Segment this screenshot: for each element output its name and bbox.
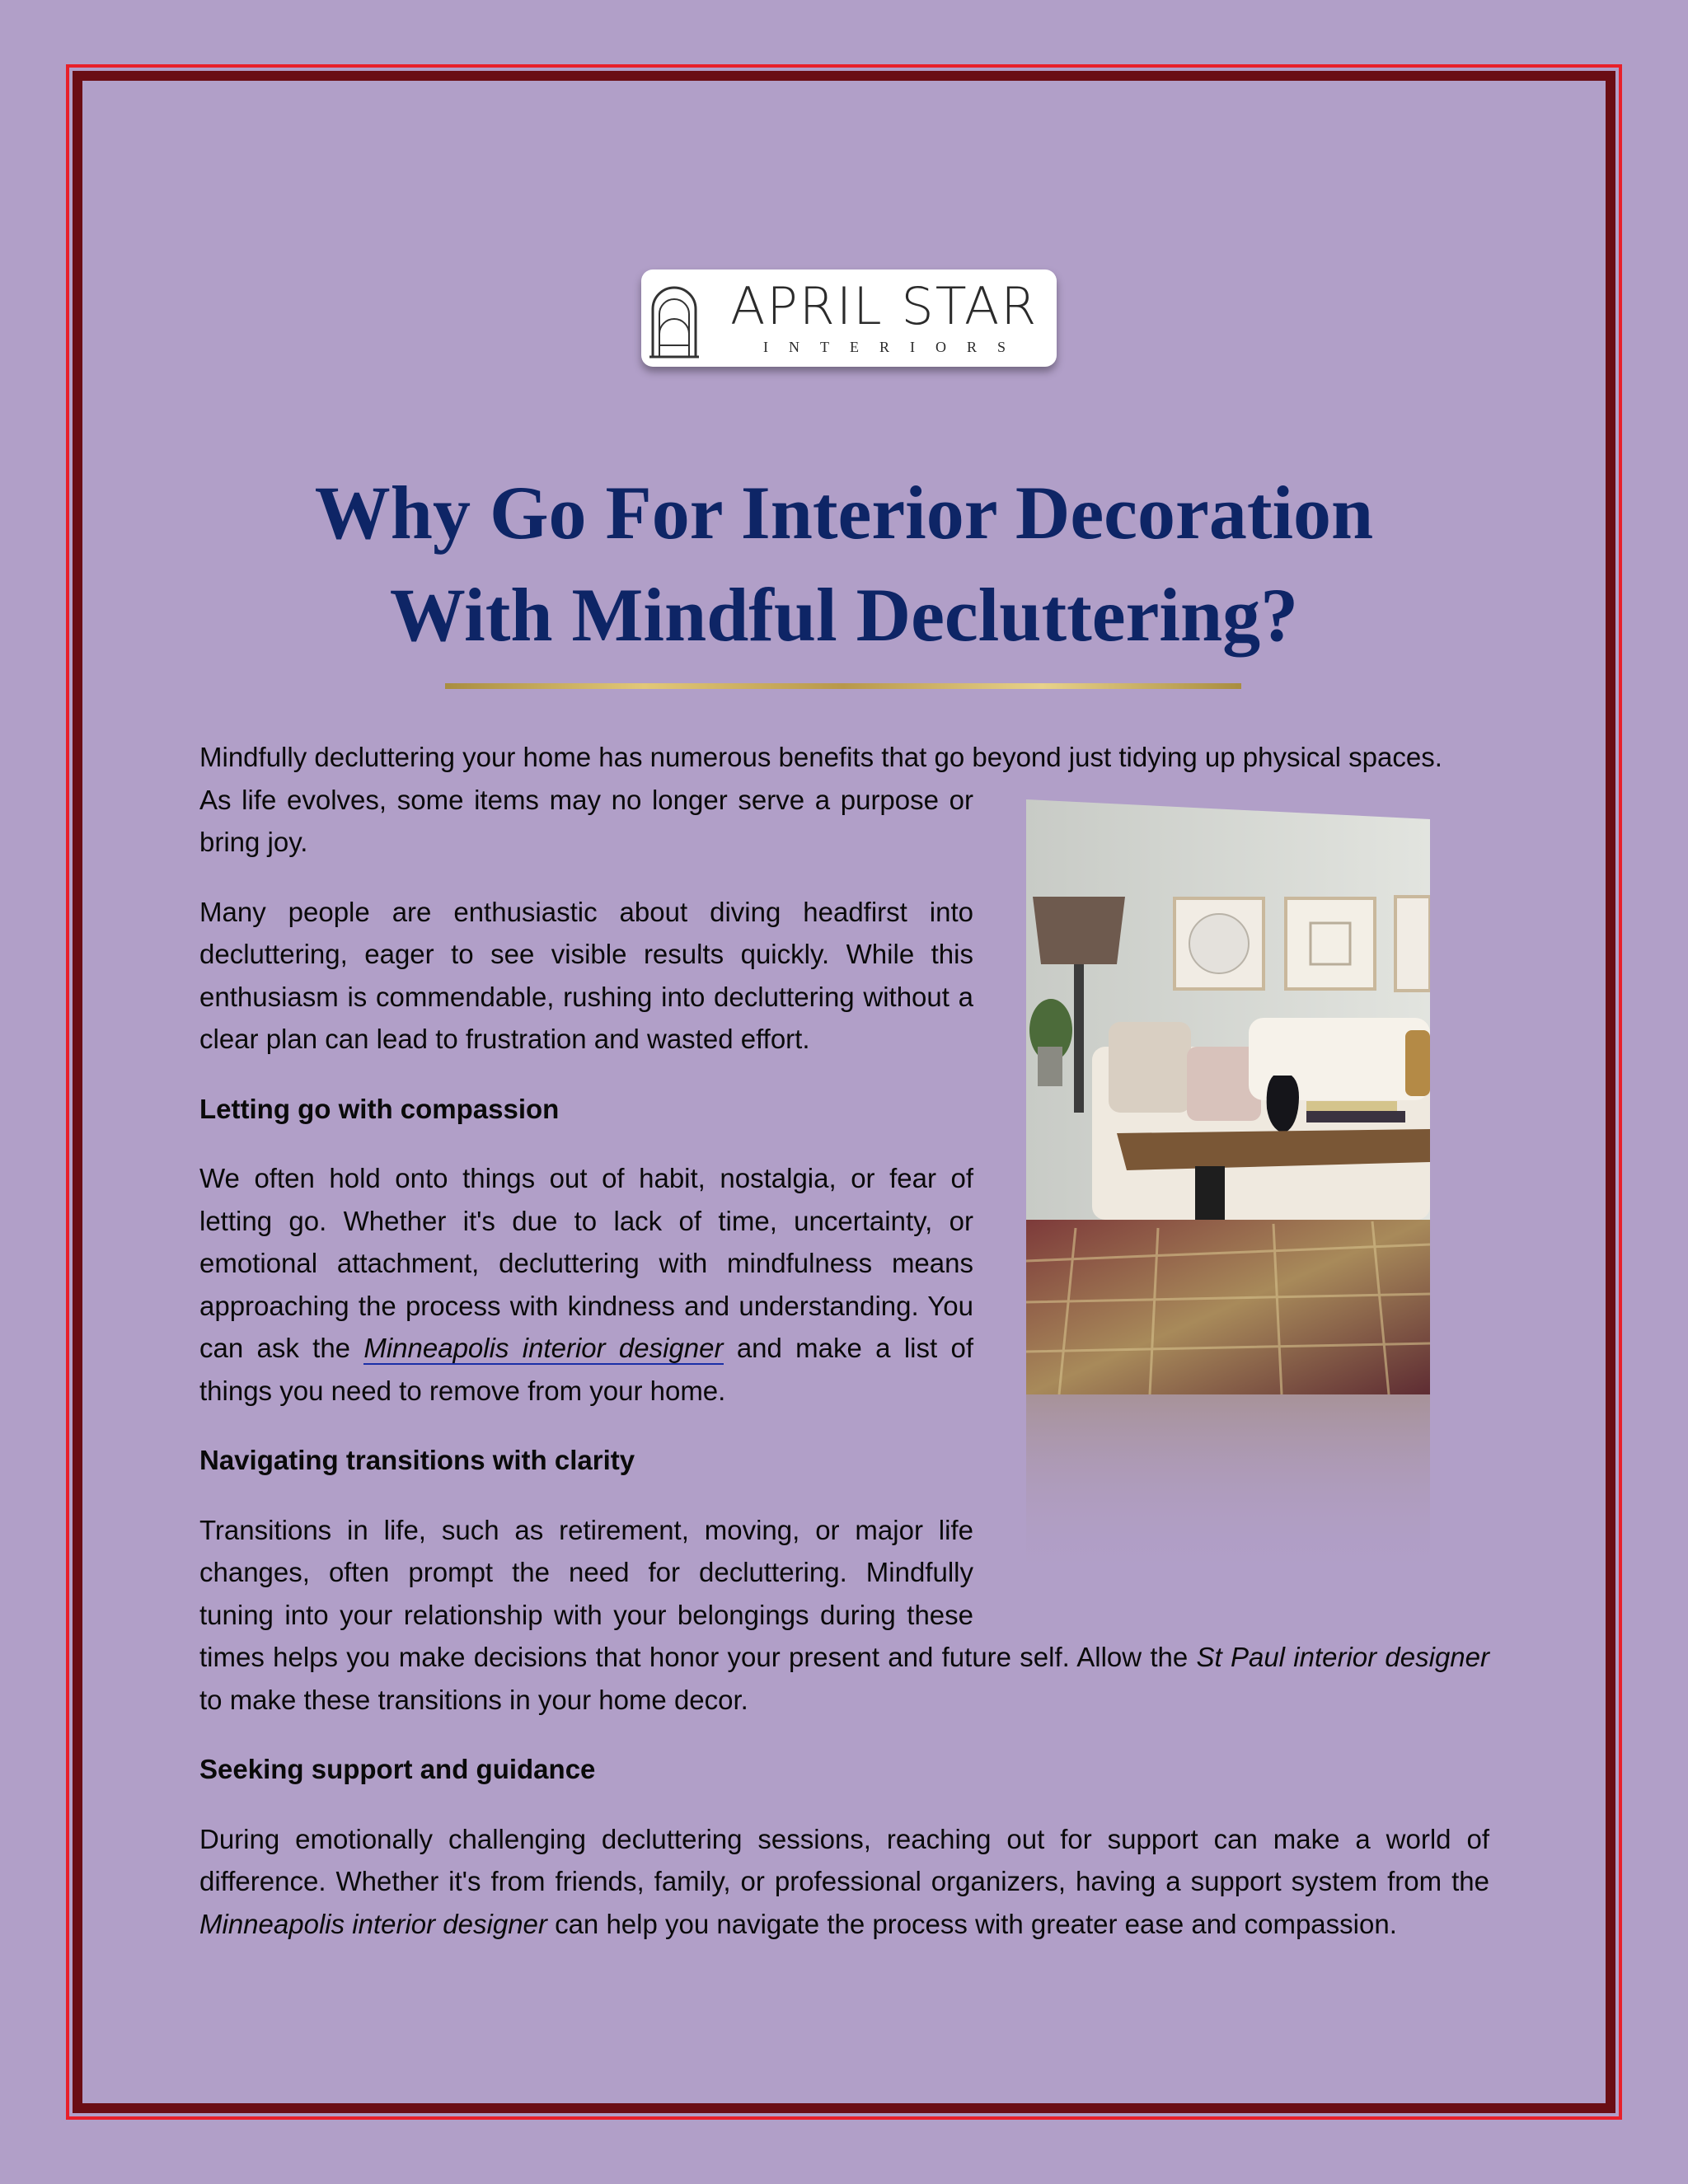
photo-reflection — [1026, 1394, 1430, 1584]
intro-paragraph-2: As life evolves, some items may no longer serve a purpose or bring joy. — [199, 784, 973, 857]
page-title — [198, 462, 1490, 666]
arch-monogram-icon — [646, 276, 702, 362]
heading-support: Seeking support and guidance — [199, 1754, 596, 1784]
company-logo — [641, 269, 1057, 367]
heading-letting-go: Letting go with compassion — [199, 1093, 560, 1124]
logo-subtitle: INTERIORS — [763, 339, 1026, 355]
title-line-1: Why Go For Interior Decoration — [314, 471, 1374, 555]
living-room-sofa-photo — [1026, 799, 1430, 1394]
section2-text-end: to make these transitions in your home decor. — [199, 1684, 748, 1715]
section1-text-end: and make a list of things you need to remove from your home. — [199, 1333, 973, 1406]
paragraph-support — [199, 1818, 1489, 1946]
section1-text: We often hold onto things out of habit, nostalgia, or fear of letting go. Whether it's due to lack of time, uncertainty, or emotional attachment, decluttering with mindfulness means approaching the process with kindness and understanding. You can ask the — [199, 1163, 973, 1363]
section2-text: Transitions in life, such as retirement, moving, or major life changes, often prompt the need for decluttering. Mindfully tuning into your relationship with your belongings during these times helps you make decisions that honor your present and future self. Allow the — [199, 1514, 1197, 1672]
photo-container — [1006, 799, 1489, 1632]
article-body — [199, 736, 1489, 1972]
st-paul-designer-text: St Paul interior designer — [1196, 1642, 1489, 1672]
logo-name: APRIL STAR — [730, 276, 1039, 336]
section3-text: During emotionally challenging decluttering sessions, reaching out for support can make a world of difference. Whether it's from friends, family, or professional organizers, having a support system from the — [199, 1823, 1489, 1896]
section3-text-end: can help you navigate the process with greater ease and compassion. — [546, 1908, 1397, 1939]
gold-divider — [445, 683, 1241, 689]
title-line-2: With Mindful Decluttering? — [389, 573, 1299, 657]
paragraph-enthusiasm: Many people are enthusiastic about diving headfirst into decluttering, eager to see visible results quickly. While this enthusiasm is commendable, rushing into decluttering without a clear plan can lead to frustration and wasted effort. — [199, 896, 973, 1054]
minneapolis-designer-text: Minneapolis interior designer — [199, 1908, 547, 1939]
minneapolis-designer-link[interactable]: Minneapolis interior designer — [363, 1333, 724, 1363]
heading-transitions: Navigating transitions with clarity — [199, 1445, 635, 1475]
intro-paragraph-1: Mindfully decluttering your home has numerous benefits that go beyond just tidying up physical spaces. — [199, 742, 1442, 772]
